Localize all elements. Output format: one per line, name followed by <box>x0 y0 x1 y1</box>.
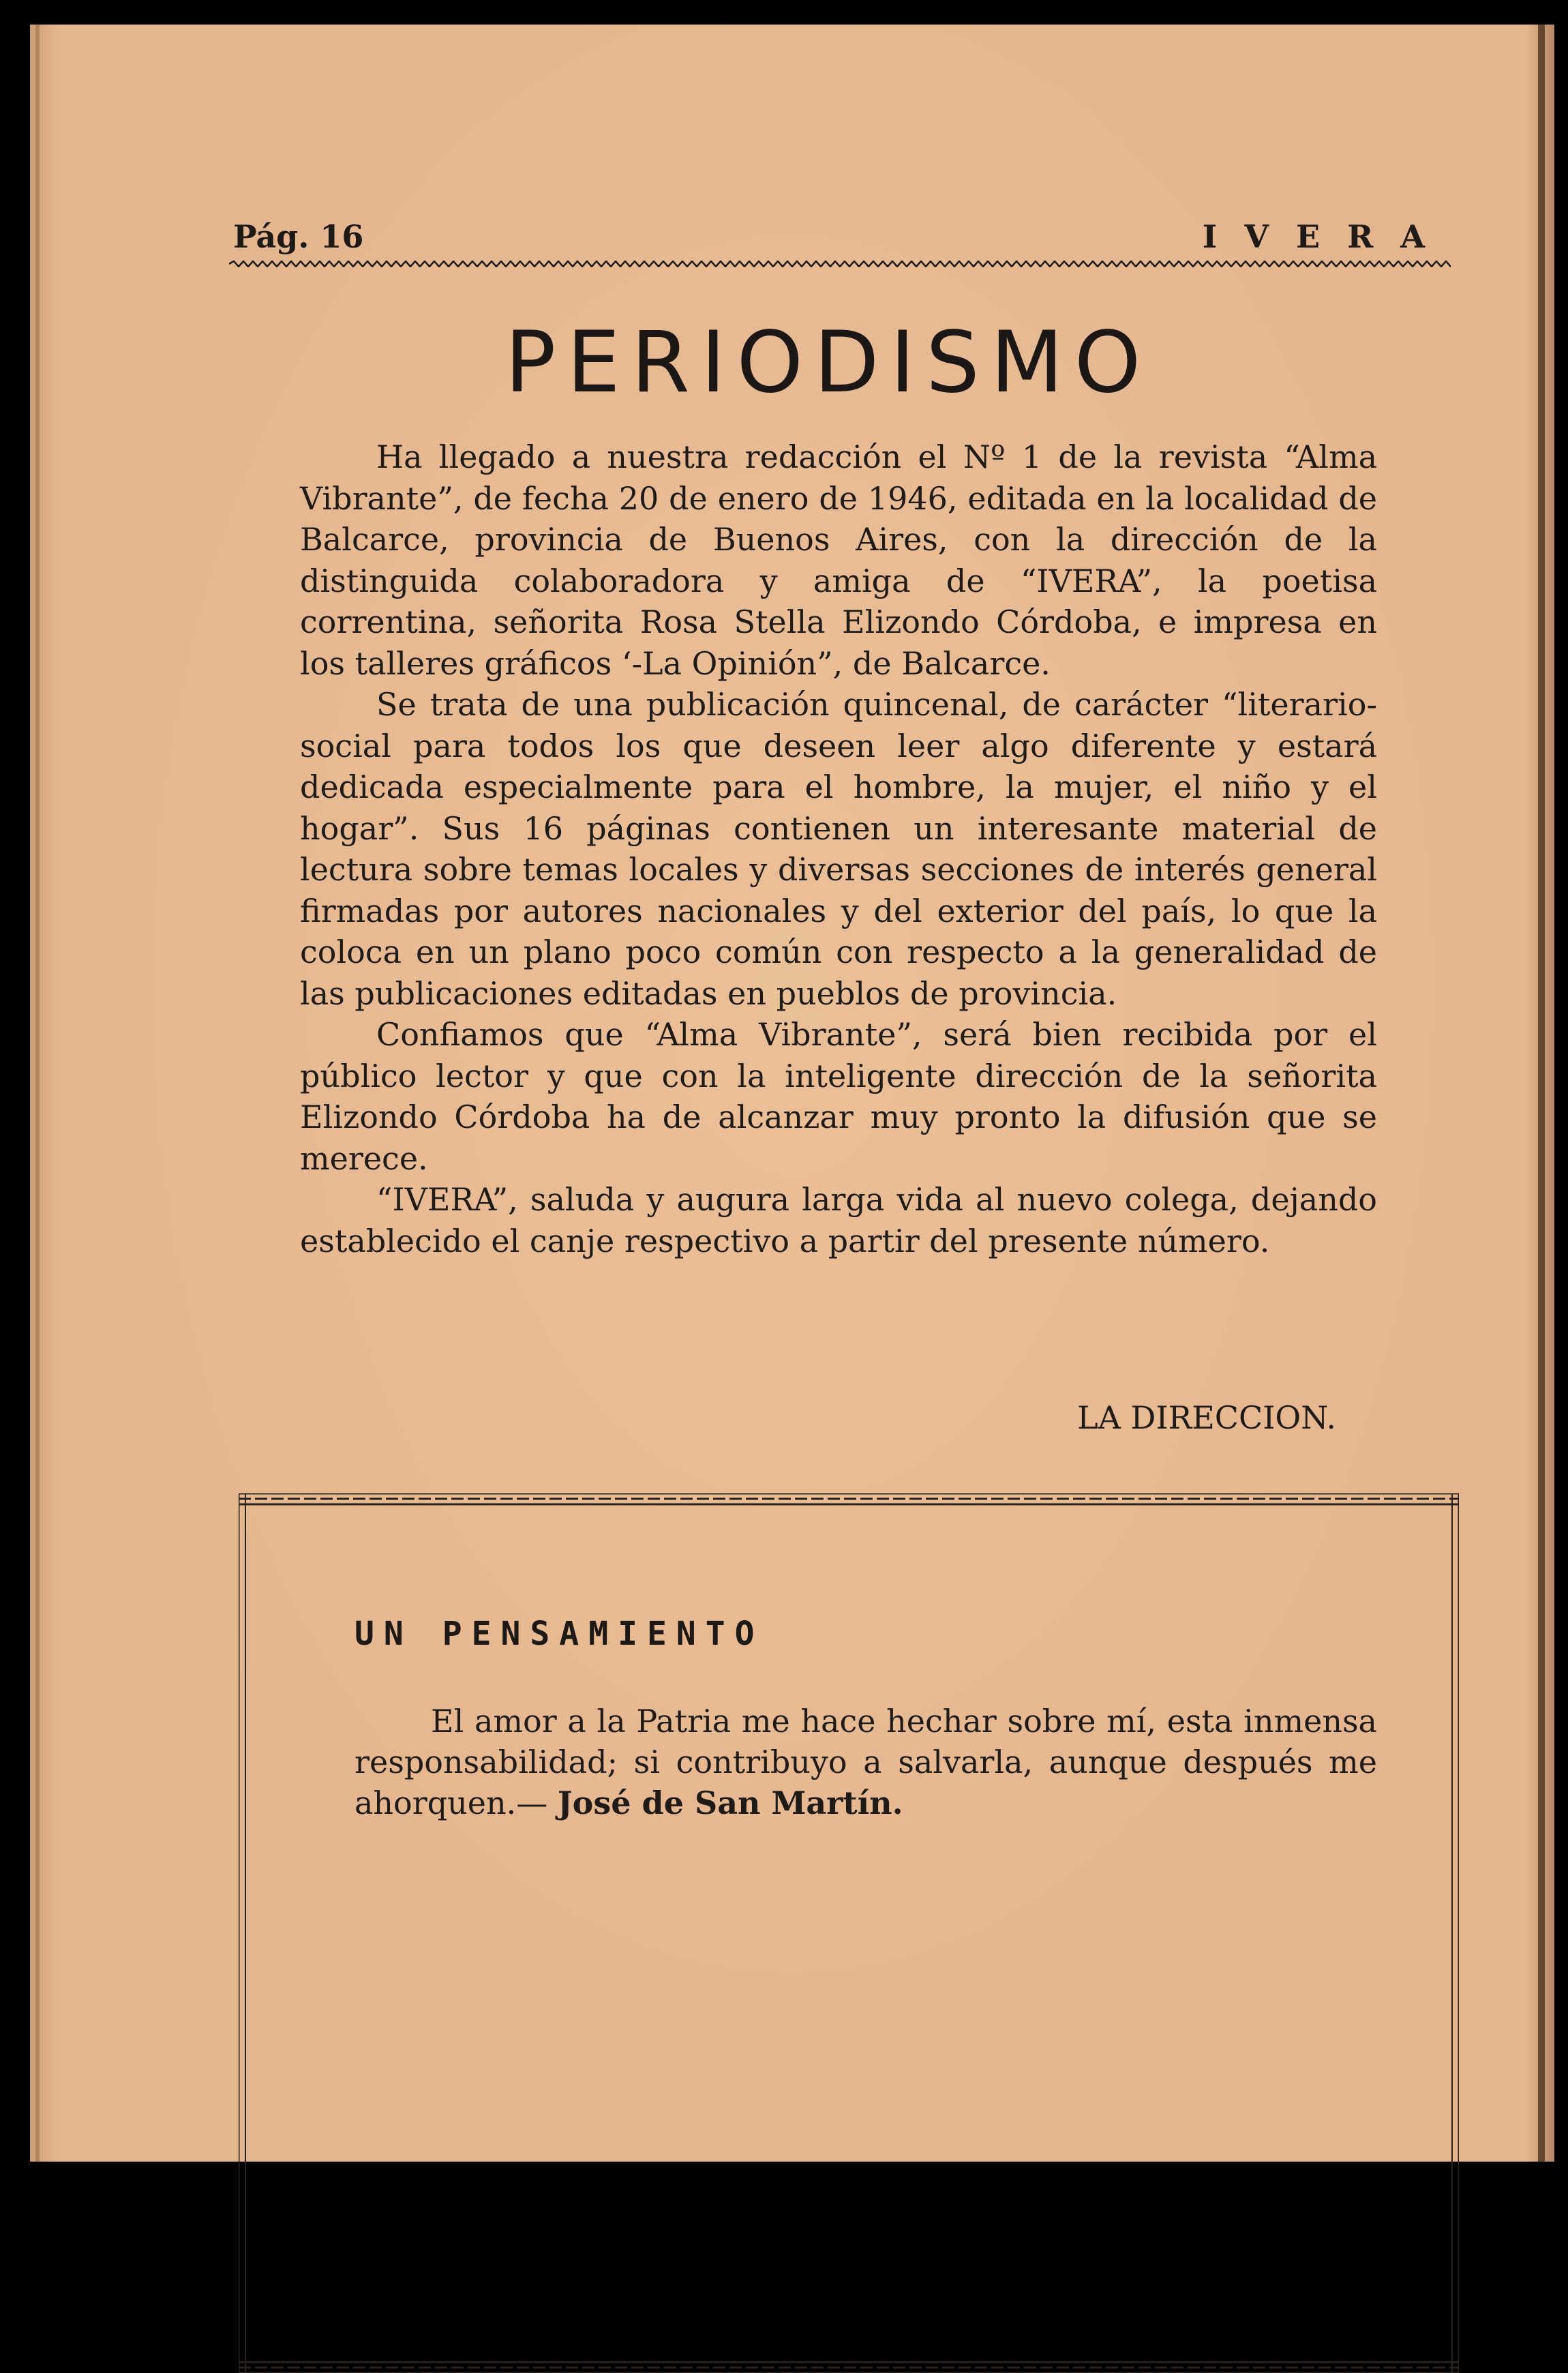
page-left-edge <box>35 25 40 2162</box>
thought-heading: UN PENSAMIENTO <box>355 1615 764 1653</box>
article-signature: LA DIRECCION. <box>1077 1399 1336 1436</box>
quote-author: José de San Martín. <box>557 1785 903 1821</box>
article-paragraph: “IVERA”, saluda y augura larga vida al nuevo colega, dejando establecido el canje respectivo a partir del presente número. <box>300 1181 1377 1259</box>
page-number: Pág. 16 <box>233 218 364 255</box>
article-title: PERIODISMO <box>504 314 1152 412</box>
publication-name: IVERA <box>1202 218 1452 255</box>
article-body <box>300 436 1377 1262</box>
thought-quote <box>355 1701 1377 1823</box>
page-right-edge <box>1538 25 1545 2162</box>
article-paragraph: Confiamos que “Alma Vibrante”, será bien recibida por el público lector y que con la inteligente dirección de la señorita Elizondo Córdoba ha de alcanzar muy pronto la difusión que se merece. <box>300 1016 1377 1177</box>
article-paragraph: Ha llegado a nuestra redacción el Nº 1 de la revista “Alma Vibrante”, de fecha 20 de enero de 1946, editada en la localidad de Balcarce, provincia de Buenos Aires, con la dirección de la distinguida colaboradora y amiga de “IVERA”, la poetisa correntina, señorita Rosa Stella Elizondo Córdoba, e impresa en los talleres gráficos ‘-La Opinión”, de Balcarce. <box>300 438 1377 682</box>
article-paragraph: Se trata de una publicación quincenal, de carácter “literario-social para todos los que deseen leer algo diferente y estará dedicada especialmente para el hombre, la mujer, el niño y el hogar”. Sus 16 páginas contienen un interesante material de lectura sobre temas locales y diversas secciones de interés general firmadas por autores nacionales y del exterior del país, lo que la coloca en un plano poco común con respecto a la generalidad de las publicaciones editadas en pueblos de provincia. <box>300 686 1377 1012</box>
page-header <box>205 198 1452 266</box>
thought-quote-block <box>355 1701 1377 1823</box>
quote-text: El amor a la Patria me hace hechar sobre mí, esta inmensa responsabilidad; si contribuyo a salvarla, aunque después me ahorquen.— <box>355 1703 1377 1821</box>
header-wavy-rule <box>229 260 1451 267</box>
thought-box <box>239 1493 1459 2373</box>
